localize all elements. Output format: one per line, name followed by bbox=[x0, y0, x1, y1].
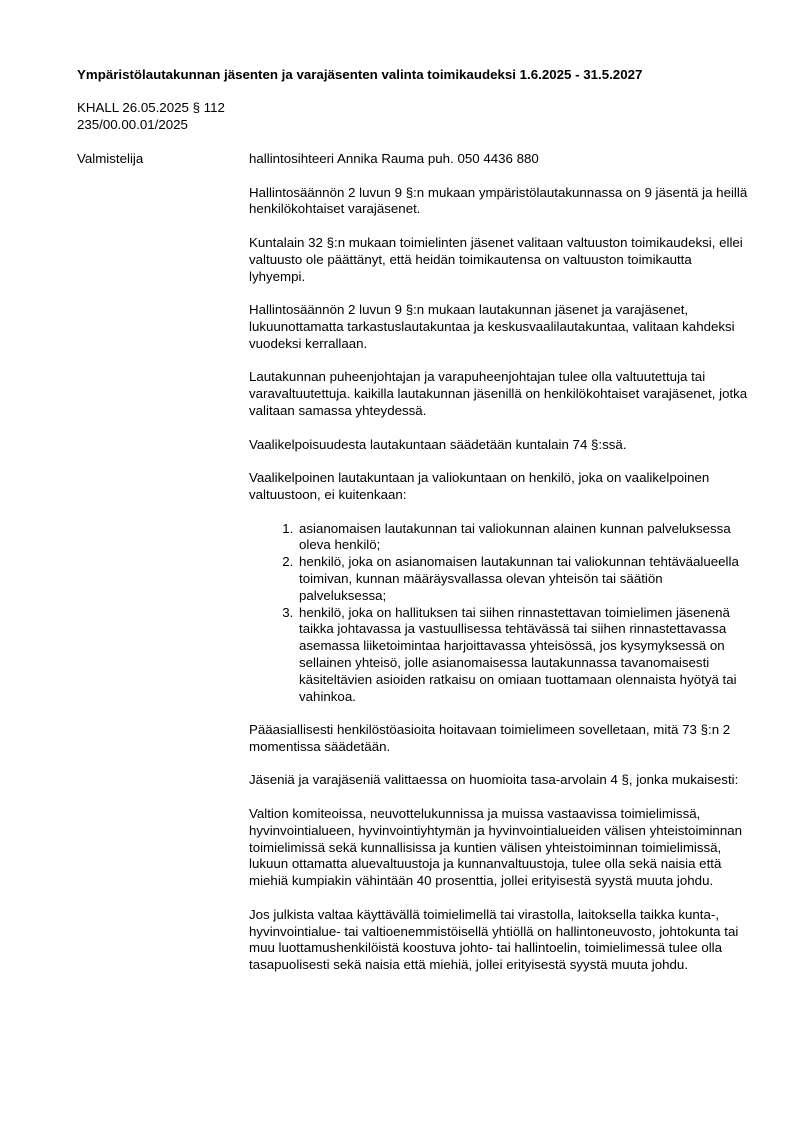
record-number: 235/00.00.01/2025 bbox=[77, 116, 188, 132]
list-item: 1. asianomaisen lautakunnan tai valiokunnan alainen kunnan palveluksessa oleva henkilö; bbox=[297, 521, 749, 555]
paragraph: Lautakunnan puheenjohtajan ja varapuheenjohtajan tulee olla valtuutettuja tai varavaltuutettuja. kaikilla lautakunnan jäsenillä on henkilökohtaiset varajäsenet, jotka valitaan samassa yhteydessä. bbox=[249, 369, 748, 418]
document-title: Ympäristölautakunnan jäsenten ja varajäsenten valinta toimikaudeksi 1.6.2025 - 31.5.2027 bbox=[77, 67, 643, 82]
paragraph: Vaalikelpoisuudesta lautakuntaan säädetään kuntalain 74 §:ssä. bbox=[249, 436, 627, 452]
meeting-reference: KHALL 26.05.2025 § 112 bbox=[77, 100, 225, 115]
ineligibility-list bbox=[249, 521, 749, 706]
paragraph: Valtion komiteoissa, neuvottelukunnissa ja muissa vastaavissa toimielimissä, hyvinvointialueen, hyvinvointiyhtymän ja hyvinvointialueiden välisen yhteistoiminnan toimielimissä sekä kunnallisissa ja kuntien välisen yhteistoiminnan toimielimissä, lukuun ottamatta aluevaltuustoja ja kunnanvaltuustoja, tulee olla sekä naisia että miehiä kumpiakin vähintään 40 prosenttia, jollei erityisestä syystä muuta johdu. bbox=[249, 806, 743, 889]
document-body bbox=[249, 151, 749, 991]
meeting-meta bbox=[77, 100, 377, 134]
paragraph: Vaalikelpoinen lautakuntaan ja valiokuntaan on henkilö, joka on vaalikelpoinen valtuustoon, ei kuitenkaan: bbox=[249, 470, 710, 502]
paragraph: Pääasiallisesti henkilöstöasioita hoitavaan toimielimeen sovelletaan, mitä 73 §:n 2 momentissa säädetään. bbox=[249, 722, 731, 754]
paragraph: Hallintosäännön 2 luvun 9 §:n mukaan ympäristölautakunnassa on 9 jäsentä ja heillä henkilökohtaiset varajäsenet. bbox=[249, 184, 748, 217]
paragraph: Kuntalain 32 §:n mukaan toimielinten jäsenet valitaan valtuuston toimikaudeksi, ellei valtuusto ole päättänyt, että heidän toimikautensa on valtuuston toimikautta lyhyempi. bbox=[249, 234, 743, 284]
list-item: 2. henkilö, joka on asianomaisen lautakunnan tai valiokunnan tehtäväalueella toimivan, kunnan määräysvallassa olevan yhteisön tai säätiön palveluksessa; bbox=[297, 554, 749, 604]
paragraph: Jäseniä ja varajäseniä valittaessa on huomioita tasa-arvolain 4 §, jonka mukaisesti: bbox=[249, 772, 739, 788]
paragraph: Hallintosäännön 2 luvun 9 §:n mukaan lautakunnan jäsenet ja varajäsenet, lukuunottamatta tarkastuslautakuntaa ja keskusvaalilautakuntaa, valitaan kahdeksi vuodeksi kerrallaan. bbox=[249, 302, 735, 351]
preparer-label: Valmistelija bbox=[77, 151, 144, 166]
list-item: 3. henkilö, joka on hallituksen tai siihen rinnastettavan toimielimen jäsenenä taikka johtavassa ja vastuullisessa tehtävässä tai siihen rinnastettavassa asemassa liiketoimintaa harjoittavassa yhteisössä, jos kysymyksessä on sellainen yhteisö, jolle asianomaisessa lautakunnassa tavanomaisesti käsiteltävien asioiden ratkaisu on omiaan tuottamaan olennaista hyötyä tai vahinkoa. bbox=[297, 605, 749, 706]
preparer-value: hallintosihteeri Annika Rauma puh. 050 4436 880 bbox=[249, 151, 539, 166]
paragraph: Jos julkista valtaa käyttävällä toimielimellä tai virastolla, laitoksella taikka kunta-, hyvinvointialue- tai valtioenemmistöisellä yhtiöllä on hallintoneuvosto, johtokunta tai muu luottamushenkilöistä koostuva johto- tai hallintoelin, toimielimessä tulee olla tasapuolisesti sekä naisia että miehiä, jollei erityisestä syystä muuta johdu. bbox=[249, 906, 739, 973]
